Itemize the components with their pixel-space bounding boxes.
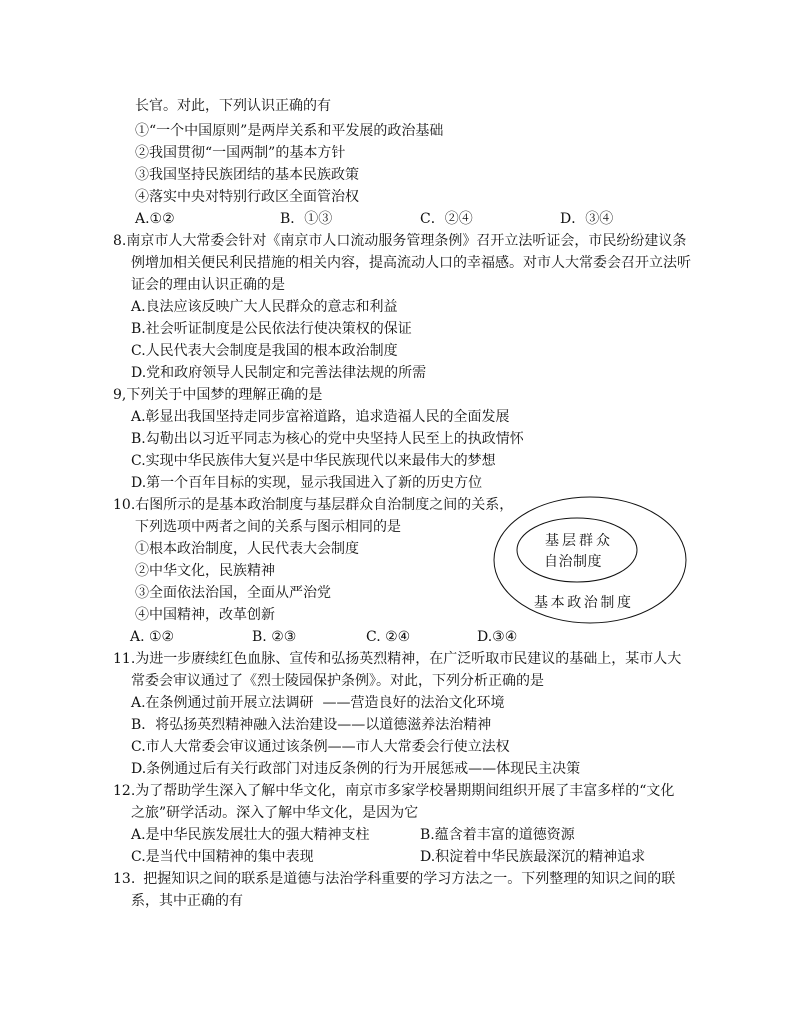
options-row (0, 824, 794, 846)
stem-line: 例增加相关便民利民措施的相关内容，提高流动人口的幸福感。对市人大常委会召开立法听 (131, 255, 691, 271)
option-c: C. ②④ (366, 629, 411, 645)
stem-line: 系，其中正确的有 (131, 893, 243, 909)
stem-first-line (0, 230, 794, 252)
question-11 (0, 648, 794, 780)
statement-1: ①“一个中国原则”是两岸关系和平发展的政治基础 (135, 123, 444, 139)
option-c: C.人民代表大会制度是我国的根本政治制度 (131, 343, 398, 359)
option-b: B.蕴含着丰富的道德资源 (420, 827, 575, 843)
question-number: 13. (113, 871, 136, 887)
option-a: A.在条例通过前开展立法调研 ——营造良好的法治文化环境 (131, 695, 505, 711)
option-d: D．③④ (560, 211, 614, 227)
stem-first-line (0, 648, 794, 670)
option-d: D.③④ (477, 629, 518, 645)
question-12 (0, 780, 794, 868)
stem-line: 之旅”研学活动。深入了解中华文化，是因为它 (131, 805, 419, 821)
options-row (0, 208, 794, 230)
system-relationship-diagram (480, 490, 695, 630)
statement-2: ②我国贯彻“一国两制”的基本方针 (135, 145, 346, 161)
question-8 (0, 230, 794, 384)
option-c: C.市人大常委会审议通过该条例——市人大常委会行使立法权 (131, 739, 510, 755)
options-row (0, 846, 794, 868)
inner-ellipse (517, 518, 637, 582)
stem-text: 为进一步赓续红色血脉、宣传和弘扬英烈精神，在广泛听取市民建议的基础上，某市人大 (135, 651, 682, 667)
question-number: 8. (113, 233, 127, 249)
option-b: B.社会听证制度是公民依法行使决策权的保证 (131, 321, 412, 337)
inner-label-line2: 自治制度 (544, 554, 602, 570)
question-13 (0, 868, 794, 912)
option-a: A. ①② (130, 629, 175, 645)
option-d: D.党和政府领导人民制定和完善法律法规的所需 (131, 365, 427, 381)
stem-first-line (0, 868, 794, 890)
option-b: B．①③ (280, 211, 333, 227)
option-a: A.是中华民族发展壮大的强大精神支柱 (131, 827, 370, 843)
stem-first-line (0, 780, 794, 802)
question-number: 11. (113, 651, 136, 667)
stem-text: 下列关于中国梦的理解正确的是 (126, 387, 323, 403)
statement-2: ②中华文化，民族精神 (135, 563, 275, 579)
question-number: 12. (113, 783, 136, 799)
option-c: C.实现中华民族伟大复兴是中华民族现代以来最伟大的梦想 (131, 453, 496, 469)
stem-line: 常委会审议通过了《烈士陵园保护条例》。对此，下列分析正确的是 (131, 673, 544, 689)
option-d: D.第一个百年目标的实现，显示我国进入了新的历史方位 (131, 475, 483, 491)
stem-text: 把握知识之间的联系是道德与法治学科重要的学习方法之一。下列整理的知识之间的联 (143, 871, 676, 887)
option-d: D.条例通过后有关行政部门对违反条例的行为开展惩戒——体现民主决策 (131, 761, 581, 777)
option-a: A.彰显出我国坚持走同步富裕道路，追求造福人民的全面发展 (131, 409, 510, 425)
option-b: B. ②③ (252, 629, 297, 645)
outer-label: 基本政治制度 (534, 595, 634, 611)
stem-first-line (0, 384, 794, 406)
question-continued (0, 95, 794, 230)
inner-label-line1: 基层群众 (545, 533, 613, 549)
statement-4: ④中国精神，改革创新 (135, 607, 275, 623)
question-number: 10. (113, 497, 136, 513)
option-b: B．将弘扬英烈精神融入法治建设——以道德滋养法治精神 (131, 717, 492, 733)
stem-text: 为了帮助学生深入了解中华文化，南京市多家学校暑期期间组织开展了丰富多样的“文化 (135, 783, 675, 799)
statement-3: ③我国坚持民族团结的基本民族政策 (135, 167, 359, 183)
option-c: C．②④ (420, 211, 473, 227)
stem-text: 南京市人大常委会针对《南京市人口流动服务管理条例》召开立法听证会，市民纷纷建议条 (126, 233, 687, 249)
option-a: A.良法应该反映广大人民群众的意志和利益 (131, 299, 398, 315)
question-9 (0, 384, 794, 494)
stem-line: 证会的理由认识正确的是 (131, 277, 285, 293)
option-c: C.是当代中国精神的集中表现 (131, 849, 314, 865)
statement-3: ③全面依法治国，全面从严治党 (135, 585, 331, 601)
option-d: D.积淀着中华民族最深沉的精神追求 (420, 849, 646, 865)
statement-1: ①根本政治制度，人民代表大会制度 (135, 541, 359, 557)
stem-text: 右图所示的是基本政治制度与基层群众自治制度之间的关系， (135, 497, 514, 513)
option-a: A.①② (135, 211, 175, 227)
stem-line: 长官。对此，下列认识正确的有 (135, 98, 331, 114)
stem-line: 下列选项中两者之间的关系与图示相同的是 (135, 519, 401, 535)
option-b: B.勾勒出以习近平同志为核心的党中央坚持人民至上的执政情怀 (131, 431, 524, 447)
question-number: 9, (113, 387, 127, 403)
statement-4: ④落实中央对特别行政区全面管治权 (135, 189, 359, 205)
